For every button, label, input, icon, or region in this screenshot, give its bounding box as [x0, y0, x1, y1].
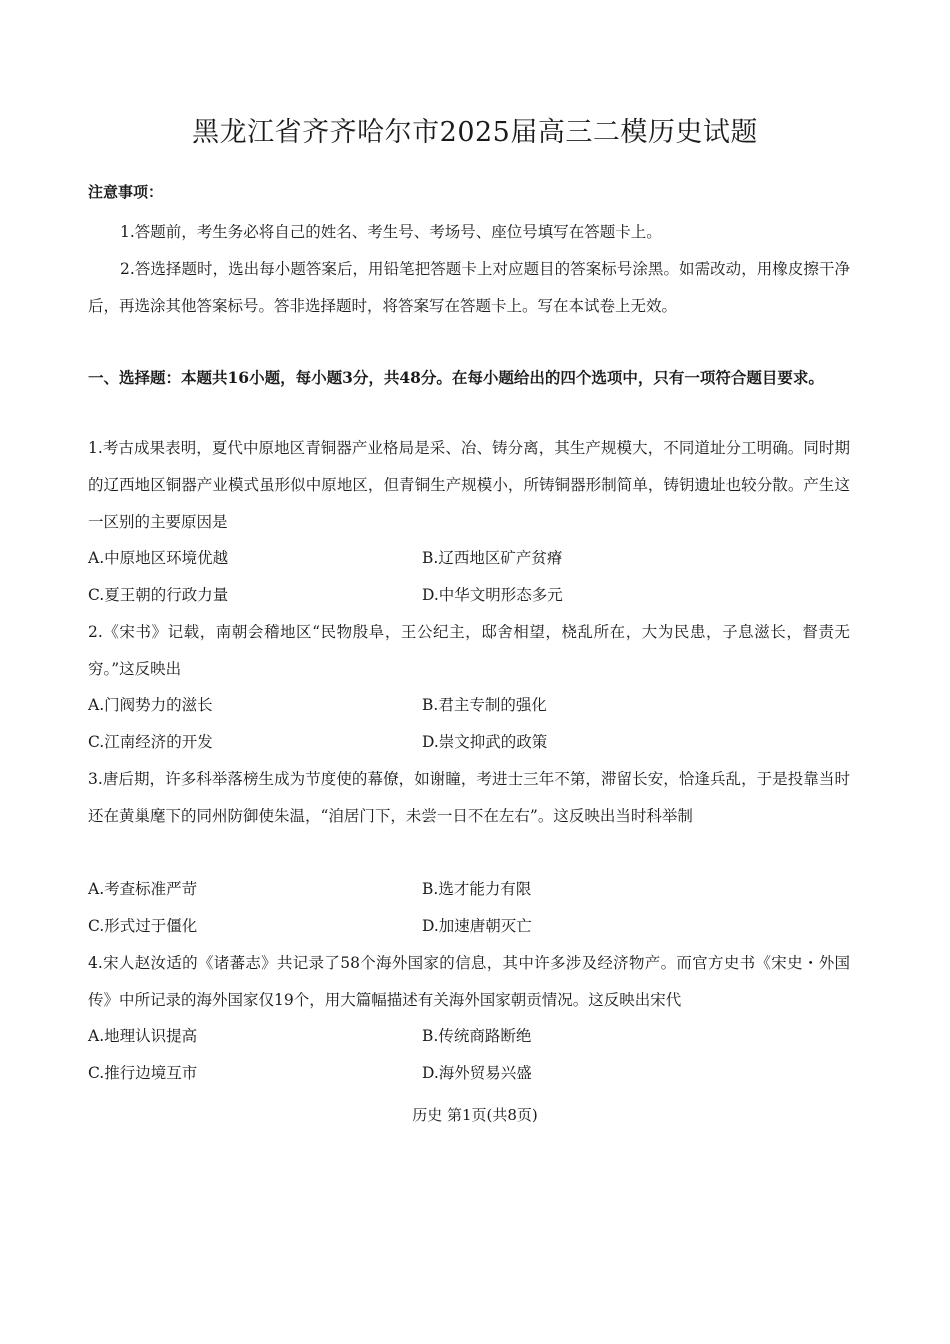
question-4-option-c: C.推行边境互市 — [88, 1064, 198, 1082]
question-3-option-b: B.选才能力有限 — [422, 880, 532, 898]
question-2-option-c: C.江南经济的开发 — [88, 733, 213, 751]
question-2-stem: 2.《宋书》记载，南朝会稽地区“民物殷阜，王公纪主，邸舍相望，桡乱所在，大为民患，子息滋长，督责无穷。”这反映出 — [88, 623, 850, 678]
question-4-option-a: A.地理认识提高 — [88, 1027, 198, 1045]
notice-item-1: 1.答题前，考生务必将自己的姓名、考生号、考场号、座位号填写在答题卡上。 — [120, 223, 662, 241]
notice-item-2: 2.答选择题时，选出每小题答案后，用铅笔把答题卡上对应题目的答案标号涂黑。如需改动，用橡皮擦干净后，再选涂其他答案标号。答非选择题时，将答案写在答题卡上。写在本试卷上无效。 — [88, 260, 850, 315]
question-1-option-d: D.中华文明形态多元 — [422, 586, 563, 604]
question-2-option-b: B.君主专制的强化 — [422, 696, 547, 714]
question-1-stem: 1.考古成果表明，夏代中原地区青铜器产业格局是采、冶、铸分离，其生产规模大，不同道址分工明确。同时期的辽西地区铜器产业模式虽形似中原地区，但青铜生产规模小，所铸铜器形制简单，铸钥遗址也较分散。产生这一区别的主要原因是 — [88, 439, 850, 531]
notice-heading: 注意事项： — [88, 183, 164, 201]
question-3-option-c: C.形式过于僵化 — [88, 917, 198, 935]
section-heading: 一、选择题：本题共16小题，每小题3分，共48分。在每小题给出的四个选项中，只有一项符合题目要求。 — [88, 368, 824, 387]
question-1-option-a: A.中原地区环境优越 — [88, 549, 229, 567]
question-1-option-b: B.辽西地区矿产贫瘠 — [422, 549, 563, 567]
question-4-option-d: D.海外贸易兴盛 — [422, 1064, 532, 1082]
question-1-option-c: C.夏王朝的行政力量 — [88, 586, 229, 604]
page-title: 黑龙江省齐齐哈尔市2025届高三二模历史试题 — [192, 117, 758, 148]
page-footer: 历史 第1页(共8页) — [412, 1106, 538, 1124]
question-4-stem: 4.宋人赵汝适的《诸蕃志》共记录了58个海外国家的信息，其中许多涉及经济物产。而官方史书《宋史・外国传》中所记录的海外国家仅19个，用大篇幅描述有关海外国家朝贡情况。这反映出宋代 — [88, 954, 850, 1009]
question-3-stem: 3.唐后期，许多科举落榜生成为节度使的幕僚，如谢瞳，考进士三年不第，滞留长安，恰逢兵乱，于是投靠当时还在黄巢麾下的同州防御使朱温，“洎居门下，未尝一日不在左右”。这反映出当时科举制 — [88, 770, 850, 825]
question-2-option-a: A.门阀势力的滋长 — [88, 696, 213, 714]
question-4-option-b: B.传统商路断绝 — [422, 1027, 532, 1045]
question-2-option-d: D.崇文抑武的政策 — [422, 733, 548, 751]
question-3-option-a: A.考查标准严苛 — [88, 880, 198, 898]
question-3-option-d: D.加速唐朝灭亡 — [422, 917, 532, 935]
